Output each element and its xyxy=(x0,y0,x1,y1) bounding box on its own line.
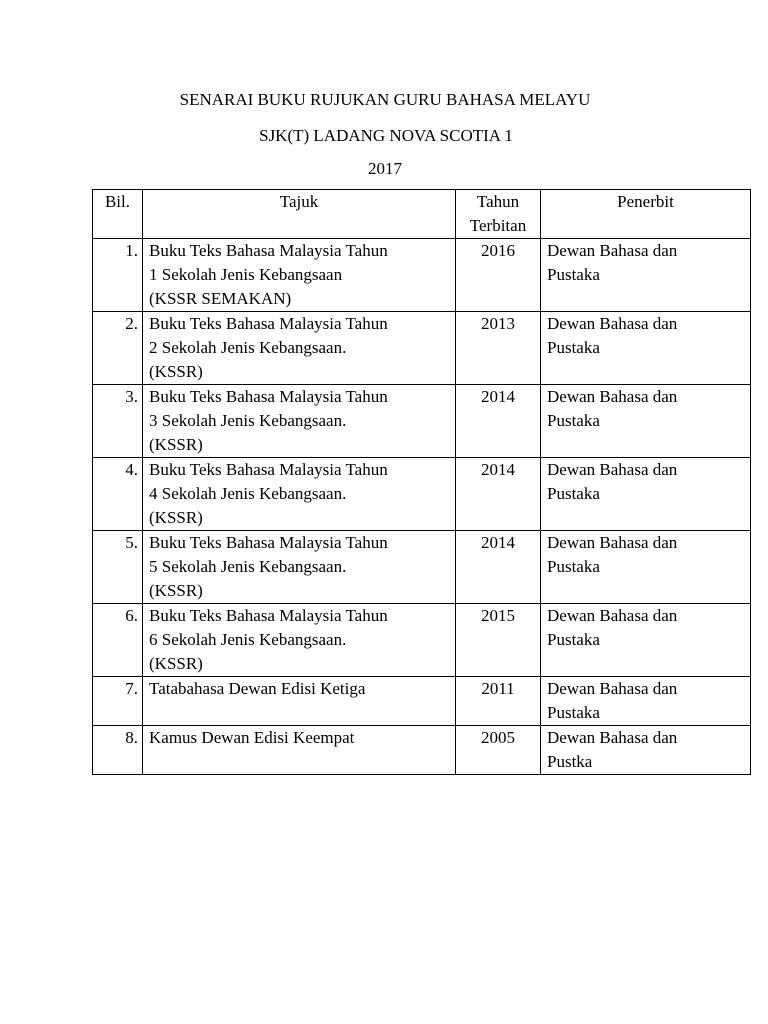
table-body xyxy=(93,239,751,775)
publisher-line: Dewan Bahasa dan xyxy=(547,314,678,333)
cell-tahun-terbitan xyxy=(456,385,541,458)
row-number: 4. xyxy=(125,460,138,479)
cell-penerbit xyxy=(541,604,751,677)
cell-bil xyxy=(93,531,143,604)
publication-year: 2011 xyxy=(481,679,515,698)
header-penerbit-label: Penerbit xyxy=(617,192,674,211)
publication-year: 2013 xyxy=(481,314,515,333)
table-row xyxy=(93,385,751,458)
publisher-line: Pustaka xyxy=(547,411,600,430)
book-title-line: Buku Teks Bahasa Malaysia Tahun xyxy=(149,606,388,625)
publisher-line: Dewan Bahasa dan xyxy=(547,241,678,260)
book-title-line: 2 Sekolah Jenis Kebangsaan. xyxy=(149,338,347,357)
book-title-line: Tatabahasa Dewan Edisi Ketiga xyxy=(149,679,366,698)
cell-tahun-terbitan xyxy=(456,726,541,775)
table-row xyxy=(93,531,751,604)
book-title-line: (KSSR) xyxy=(149,508,203,527)
table-row xyxy=(93,604,751,677)
book-title-line: Buku Teks Bahasa Malaysia Tahun xyxy=(149,387,388,406)
cell-bil xyxy=(93,385,143,458)
cell-tahun-terbitan xyxy=(456,458,541,531)
book-title-line: (KSSR) xyxy=(149,581,203,600)
cell-tahun-terbitan xyxy=(456,312,541,385)
cell-penerbit xyxy=(541,458,751,531)
book-title-line: 6 Sekolah Jenis Kebangsaan. xyxy=(149,630,347,649)
cell-penerbit xyxy=(541,385,751,458)
cell-tajuk xyxy=(143,239,456,312)
book-title-line: Buku Teks Bahasa Malaysia Tahun xyxy=(149,314,388,333)
header-bil-label: Bil. xyxy=(104,192,131,211)
header-penerbit xyxy=(541,190,751,239)
publisher-line: Pustaka xyxy=(547,703,600,722)
table-row xyxy=(93,677,751,726)
header-tahun-label: Tahun xyxy=(476,192,520,211)
cell-tajuk xyxy=(143,677,456,726)
cell-tahun-terbitan xyxy=(456,604,541,677)
publication-year: 2014 xyxy=(481,460,515,479)
document-title: SENARAI BUKU RUJUKAN GURU BAHASA MELAYU xyxy=(179,90,591,109)
book-title-line: 4 Sekolah Jenis Kebangsaan. xyxy=(149,484,347,503)
table-row xyxy=(93,239,751,312)
row-number: 5. xyxy=(125,533,138,552)
book-title-line: (KSSR) xyxy=(149,654,203,673)
row-number: 8. xyxy=(125,728,138,747)
book-title-line: (KSSR) xyxy=(149,362,203,381)
row-number: 2. xyxy=(125,314,138,333)
book-title-line: (KSSR SEMAKAN) xyxy=(149,289,292,308)
publisher-line: Dewan Bahasa dan xyxy=(547,460,678,479)
cell-tahun-terbitan xyxy=(456,531,541,604)
publisher-line: Pustaka xyxy=(547,338,600,357)
row-number: 7. xyxy=(125,679,138,698)
row-number: 3. xyxy=(125,387,138,406)
cell-penerbit xyxy=(541,677,751,726)
table-header-row xyxy=(93,190,751,239)
cell-tahun-terbitan xyxy=(456,677,541,726)
publication-year: 2016 xyxy=(481,241,515,260)
table-row xyxy=(93,726,751,775)
publisher-line: Dewan Bahasa dan xyxy=(547,679,678,698)
publisher-line: Pustaka xyxy=(547,484,600,503)
publisher-line: Pustaka xyxy=(547,557,600,576)
publisher-line: Dewan Bahasa dan xyxy=(547,728,678,747)
header-bil xyxy=(93,190,143,239)
cell-penerbit xyxy=(541,312,751,385)
publisher-line: Dewan Bahasa dan xyxy=(547,606,678,625)
cell-tajuk xyxy=(143,385,456,458)
cell-penerbit xyxy=(541,726,751,775)
school-name: SJK(T) LADANG NOVA SCOTIA 1 xyxy=(259,126,513,145)
publication-year: 2014 xyxy=(481,387,515,406)
cell-bil xyxy=(93,604,143,677)
cell-penerbit xyxy=(541,239,751,312)
book-title-line: 5 Sekolah Jenis Kebangsaan. xyxy=(149,557,347,576)
table-row xyxy=(93,312,751,385)
cell-tajuk xyxy=(143,458,456,531)
cell-tajuk xyxy=(143,312,456,385)
header-tajuk-label: Tajuk xyxy=(279,192,319,211)
book-title-line: 3 Sekolah Jenis Kebangsaan. xyxy=(149,411,347,430)
publisher-line: Pustka xyxy=(547,752,593,771)
publication-year: 2015 xyxy=(481,606,515,625)
row-number: 1. xyxy=(125,241,138,260)
publisher-line: Pustaka xyxy=(547,630,600,649)
publication-year: 2005 xyxy=(481,728,515,747)
book-title-line: Kamus Dewan Edisi Keempat xyxy=(149,728,355,747)
cell-tahun-terbitan xyxy=(456,239,541,312)
publisher-line: Pustaka xyxy=(547,265,600,284)
publisher-line: Dewan Bahasa dan xyxy=(547,533,678,552)
book-title-line: Buku Teks Bahasa Malaysia Tahun xyxy=(149,241,388,260)
cell-bil xyxy=(93,458,143,531)
cell-bil xyxy=(93,312,143,385)
book-title-line: (KSSR) xyxy=(149,435,203,454)
cell-tajuk xyxy=(143,726,456,775)
cell-tajuk xyxy=(143,604,456,677)
book-title-line: 1 Sekolah Jenis Kebangsaan xyxy=(149,265,343,284)
document-year: 2017 xyxy=(368,159,402,178)
header-tahun-terbitan xyxy=(456,190,541,239)
publisher-line: Dewan Bahasa dan xyxy=(547,387,678,406)
cell-bil xyxy=(93,677,143,726)
row-number: 6. xyxy=(125,606,138,625)
cell-penerbit xyxy=(541,531,751,604)
cell-tajuk xyxy=(143,531,456,604)
header-terbitan-label: Terbitan xyxy=(469,216,527,235)
publication-year: 2014 xyxy=(481,533,515,552)
book-title-line: Buku Teks Bahasa Malaysia Tahun xyxy=(149,460,388,479)
reference-book-table xyxy=(92,189,751,775)
book-title-line: Buku Teks Bahasa Malaysia Tahun xyxy=(149,533,388,552)
cell-bil xyxy=(93,726,143,775)
table-row xyxy=(93,458,751,531)
header-tajuk xyxy=(143,190,456,239)
cell-bil xyxy=(93,239,143,312)
